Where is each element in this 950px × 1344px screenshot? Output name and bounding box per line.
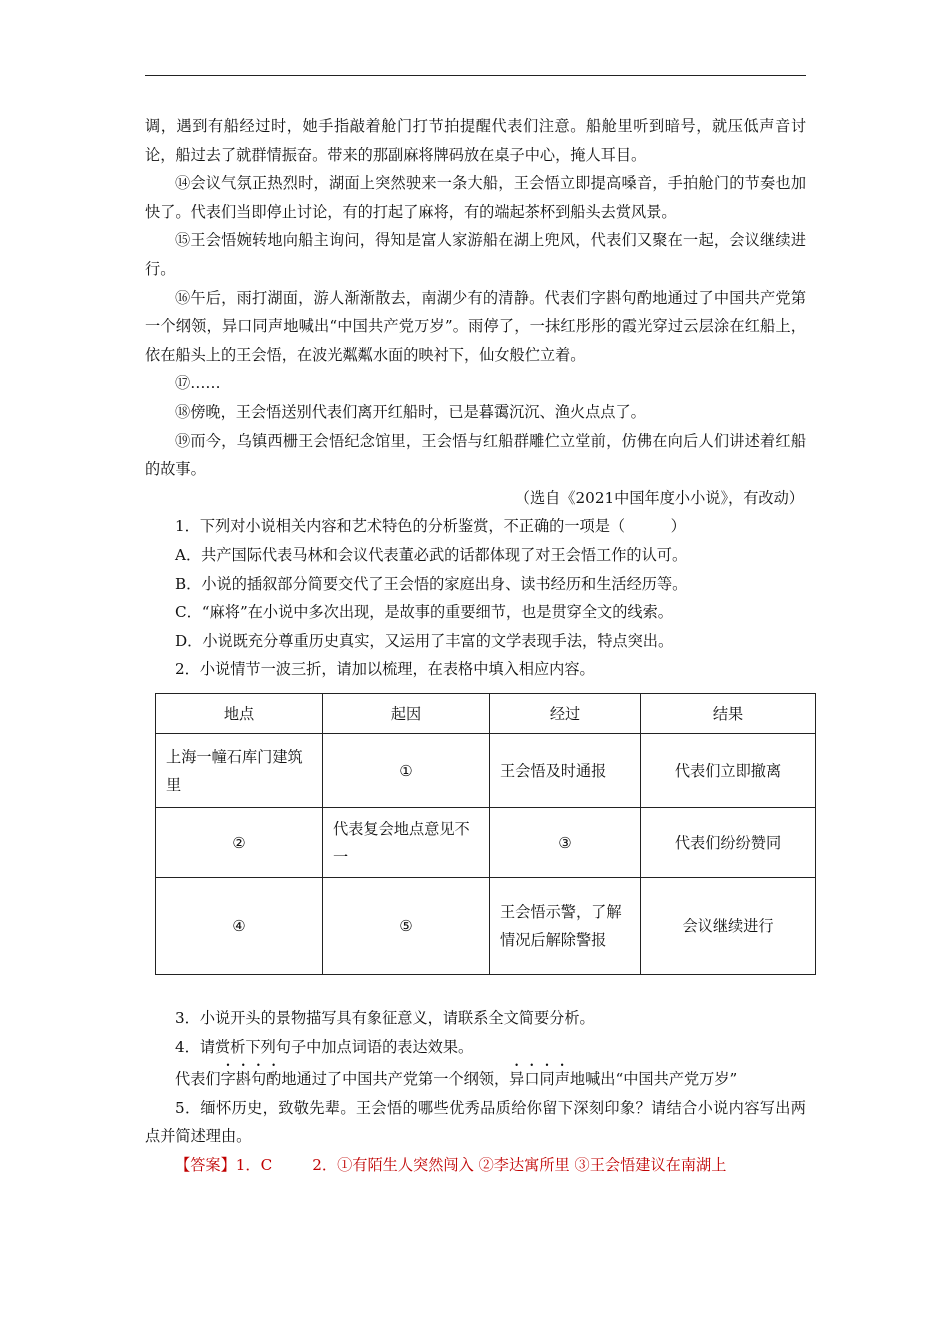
- option-b: B．小说的插叙部分简要交代了王会悟的家庭出身、读书经历和生活经历等。: [175, 574, 688, 593]
- answer-line: [145, 1151, 806, 1180]
- table-row: [156, 878, 816, 975]
- question-5: 5．缅怀历史，致敬先辈。王会悟的哪些优秀品质给你留下深刻印象？请结合小说内容写出两点并简述理由。: [145, 1098, 806, 1146]
- question-4: 4．请赏析下列句子中加点词语的表达效果。: [175, 1037, 474, 1056]
- question-1: 1．下列对小说相关内容和艺术特色的分析鉴赏，不正确的一项是（ ）: [175, 517, 686, 536]
- paragraph-14: ⑭会议气氛正热烈时，湖面上突然驶来一条大船，王会悟立即提高嗓音，手拍舱门的节奏也加快了。代表们当即停止讨论，有的打起了麻将，有的端起茶杯到船头去赏风景。: [145, 174, 806, 221]
- table-header-row: [156, 694, 816, 734]
- question-4-quote: [145, 1061, 806, 1094]
- header-rule: [145, 75, 806, 76]
- table-cell: 王会悟示警，了解情况后解除警报: [490, 878, 641, 975]
- table-row: [156, 734, 816, 808]
- remaining-questions: [145, 1004, 806, 1180]
- table-cell: ②: [156, 808, 323, 878]
- plot-table: [155, 693, 816, 975]
- table-cell: 代表们纷纷赞同: [641, 808, 816, 878]
- header-cause: 起因: [323, 694, 490, 734]
- header-result: 结果: [641, 694, 816, 734]
- question-2: 2．小说情节一波三折，请加以梳理，在表格中填入相应内容。: [175, 660, 595, 679]
- table-cell: 会议继续进行: [641, 878, 816, 975]
- paragraph-15: ⑮王会悟婉转地向船主询问，得知是富人家游船在湖上兜风，代表们又聚在一起，会议继续进行。: [145, 231, 806, 278]
- paragraph-19: ⑲而今，乌镇西栅王会悟纪念馆里，王会悟与红船群雕伫立堂前，仿佛在向后人们讲述着红船的故事。: [145, 431, 806, 479]
- option-a: A．共产国际代表马林和会议代表董必武的话都体现了对王会悟工作的认可。: [175, 545, 688, 564]
- answer-q2: 2．①有陌生人突然闯入 ②李达寓所里 ③王会悟建议在南湖上: [312, 1155, 727, 1174]
- story-text: [145, 112, 806, 684]
- table-cell: 上海一幢石库门建筑里: [156, 734, 323, 808]
- header-location: 地点: [156, 694, 323, 734]
- table-row: [156, 808, 816, 878]
- table-cell: ④: [156, 878, 323, 975]
- quote-part: 地喊出“中国共产党万岁”: [569, 1070, 738, 1089]
- dotted-phrase: 异口同声: [509, 1070, 570, 1089]
- answer-label: 【答案】1．C: [175, 1155, 273, 1174]
- header-process: 经过: [490, 694, 641, 734]
- table-cell: ①: [323, 734, 490, 808]
- paragraph-18: ⑱傍晚，王会悟送别代表们离开红船时，已是暮霭沉沉、渔火点点了。: [175, 402, 646, 421]
- table-cell: ⑤: [323, 878, 490, 975]
- table-cell: 王会悟及时通报: [490, 734, 641, 808]
- table-cell: ③: [490, 808, 641, 878]
- option-c: C．“麻将”在小说中多次出现，是故事的重要细节，也是贯穿全文的线索。: [175, 603, 673, 622]
- quote-part: 代表们: [175, 1070, 221, 1089]
- quote-part: 地通过了中国共产党第一个纲领，: [281, 1070, 510, 1089]
- table-cell: 代表复会地点意见不一: [323, 808, 490, 878]
- dotted-phrase: 字斟句酌: [220, 1070, 282, 1089]
- source-citation: （选自《2021中国年度小小说》，有改动）: [514, 488, 804, 507]
- paragraph-17: ⑰……: [175, 374, 221, 393]
- table-cell: 代表们立即撤离: [641, 734, 816, 808]
- option-d: D．小说既充分尊重历史真实，又运用了丰富的文学表现手法，特点突出。: [175, 631, 674, 650]
- question-3: 3．小说开头的景物描写具有象征意义，请联系全文简要分析。: [175, 1009, 595, 1027]
- paragraph-16: ⑯午后，雨打湖面，游人渐渐散去，南湖少有的清静。代表们字斟句酌地通过了中国共产党第一个纲领，异口同声地喊出“中国共产党万岁”。雨停了，一抹红彤彤的霞光穿过云层涂在红船上，依在船头上的王会悟，在波光粼粼水面的映衬下，仙女般伫立着。: [145, 288, 806, 364]
- paragraph-13-continued: 调，遇到有船经过时，她手指敲着舱门打节拍提醒代表们注意。船舱里听到暗号，就压低声音讨论，船过去了就群情振奋。带来的那副麻将牌码放在桌子中心，掩人耳目。: [145, 117, 806, 164]
